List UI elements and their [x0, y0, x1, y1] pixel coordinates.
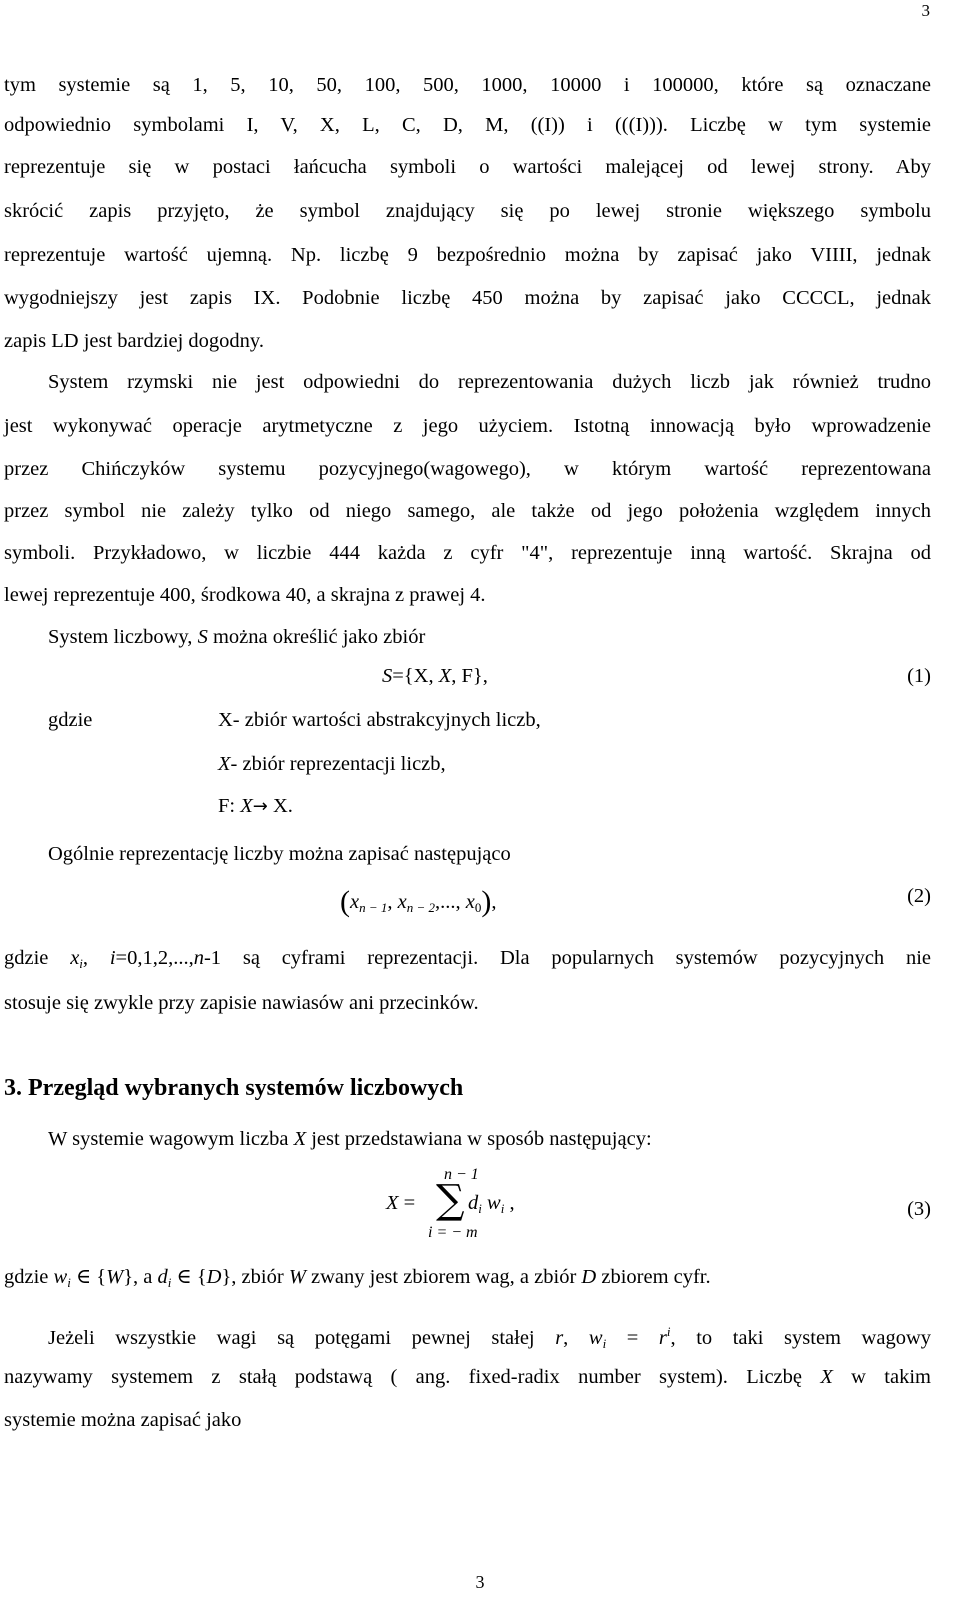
equation-1-number: (1)	[907, 665, 931, 687]
para1-line-5: reprezentuje wartość ujemną. Np. liczbę 9 bezpośrednio można by zapisać jako VIIII, jednak	[4, 244, 931, 266]
sum-icon: ∑	[436, 1177, 465, 1223]
para1-line-7: zapis LD jest bardziej dogodny.	[4, 330, 264, 352]
para1-line-1: tym systemie są 1, 5, 10, 50, 100, 500, 1000, 10000 i 100000, które są oznaczane	[4, 74, 931, 96]
definition-1: X- zbiór wartości abstrakcyjnych liczb,	[218, 709, 541, 731]
para5-line-1: gdzie $x_i$, i=0,1,2,...,n-1 są cyframi reprezentacji. Dla popularnych systemów pozycyjnych nie	[4, 947, 931, 971]
para8-line-3: systemie można zapisać jako	[4, 1409, 242, 1431]
para3-line: System liczbowy, S można określić jako zbiór	[48, 626, 426, 648]
para2-line-6: lewej reprezentuje 400, środkowa 40, a skrajna z prawej 4.	[4, 584, 486, 606]
gdzie-label: gdzie	[48, 709, 93, 731]
page-number-bottom: 3	[475, 1572, 485, 1592]
para1-line-2: odpowiednio symbolami I, V, X, L, C, D, M, ((I)) i (((I))). Liczbę w tym systemie	[4, 114, 931, 136]
section-heading: 3. Przegląd wybranych systemów liczbowych	[4, 1075, 464, 1101]
para2-line-5: symboli. Przykładowo, w liczbie 444 każda z cyfr "4", reprezentuje inną wartość. Skrajna od	[4, 542, 931, 564]
para2-line-1: System rzymski nie jest odpowiedni do reprezentowania dużych liczb jak również trudno	[48, 371, 931, 393]
definition-3: F: X→ X.	[218, 795, 293, 817]
para1-line-6: wygodniejszy jest zapis IX. Podobnie liczbę 450 można by zapisać jako CCCCL, jednak	[4, 287, 931, 309]
para4-line: Ogólnie reprezentację liczby można zapisać następująco	[48, 843, 511, 865]
para1-line-4: skrócić zapis przyjęto, że symbol znajdujący się po lewej stronie większego symbolu	[4, 200, 931, 222]
equation-2-number: (2)	[907, 885, 931, 907]
para5-line-2: stosuje się zwykle przy zapisie nawiasów ani przecinków.	[4, 992, 479, 1014]
para6-line: W systemie wagowym liczba X jest przedstawiana w sposób następujący:	[48, 1128, 652, 1150]
equation-2	[4, 885, 931, 925]
equation-3-lhs: X =	[386, 1192, 416, 1214]
equation-1-body: S={X, X, F},	[382, 665, 488, 687]
equation-2-body: ($x_{n - 1}$, $x_{n - 2}$,..., $x_0$),	[340, 885, 497, 918]
equation-3-term: $d_i$ $w_i$ ,	[468, 1192, 515, 1216]
equation-1	[4, 665, 931, 705]
para2-line-2: jest wykonywać operacje arytmetyczne z jego użyciem. Istotną innowacją było wprowadzenie	[4, 415, 931, 437]
para8-line-1: Jeżeli wszystkie wagi są potęgami pewnej stałej r, $w_i = r^i$, to taki system wagowy	[48, 1324, 932, 1351]
equation-3-sum-upper: n − 1	[444, 1166, 479, 1183]
para7-line: gdzie $w_i$ ∈ {W}, a $d_i$ ∈ {D}, zbiór W zwany jest zbiorem wag, a zbiór D zbiorem cyfr.	[4, 1266, 711, 1290]
para2-line-3: przez Chińczyków systemu pozycyjnego(wagowego), w którym wartość reprezentowana	[4, 458, 931, 480]
right-arrow-icon: →	[252, 796, 268, 817]
para1-line-3: reprezentuje się w postaci łańcucha symboli o wartości malejącej od lewej strony. Aby	[4, 156, 931, 178]
page-number-top: 3	[921, 1, 930, 20]
para2-line-4: przez symbol nie zależy tylko od niego samego, ale także od jego położenia względem innych	[4, 500, 931, 522]
para8-line-2: nazywamy systemem z stałą podstawą ( ang. fixed-radix number system). Liczbę X w takim	[4, 1366, 931, 1388]
equation-3-number: (3)	[907, 1198, 931, 1220]
equation-3-sum-lower: i = − m	[428, 1224, 478, 1241]
definition-2: X- zbiór reprezentacji liczb,	[218, 753, 446, 775]
